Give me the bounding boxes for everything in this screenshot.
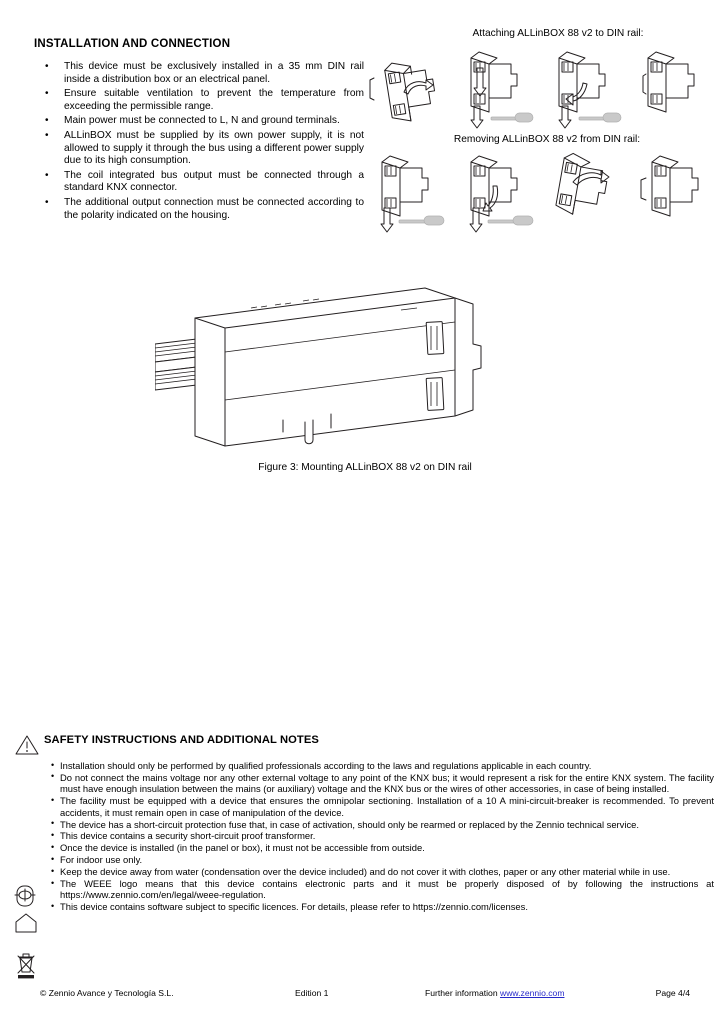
list-item [14, 842, 714, 853]
device-illustration [643, 52, 694, 112]
remove-step-4 [632, 150, 718, 236]
list-item-text: Once the device is installed (in the panel or box), it must not be accessible from outside. [60, 842, 425, 854]
figure-block [120, 282, 610, 473]
device-illustration [559, 52, 605, 112]
list-item [34, 197, 364, 222]
attaching-caption: Attaching ALLinBOX 88 v2 to DIN rail: [472, 28, 644, 39]
footer-copyright: © Zennio Avance y Tecnología S.L. [40, 988, 174, 998]
list-item-text: The additional output connection must be connected according to the polarity indicated on the housing. [64, 196, 364, 221]
figure-caption: Figure 3: Mounting ALLinBOX 88 v2 on DIN rail [258, 462, 472, 473]
bullet-glyph: • [45, 115, 49, 127]
list-item-text: Keep the device away from water (condensation over the device included) and do not cover it with clothes, paper or any other material while in use. [60, 866, 671, 878]
curved-arrow-icon [573, 171, 609, 185]
list-item [34, 130, 364, 168]
list-item-text: Ensure suitable ventilation to prevent the temperature from exceeding the permissible range. [64, 88, 364, 112]
list-item-text: The coil integrated bus output must be connected through a standard KNX connector. [64, 169, 364, 194]
list-item [34, 115, 364, 128]
list-item-text: The WEEE logo means that this device contains electronic parts and it must be properly disposed of by following the instructions at https://www.zennio.com/en/legal/weee-regulation. [60, 878, 714, 901]
bullet-glyph: • [45, 169, 49, 181]
safety-section [14, 733, 714, 913]
list-item-text: This device contains a security short-circuit proof transformer. [60, 830, 316, 842]
bullet-glyph: • [45, 88, 49, 100]
list-item [14, 878, 714, 901]
page-footer [40, 988, 690, 998]
installation-heading: INSTALLATION AND CONNECTION [34, 38, 231, 50]
attach-step-4 [632, 44, 718, 130]
remove-step-2 [455, 150, 541, 236]
indoor-use-house-icon [14, 912, 40, 934]
removing-diagram-block [366, 134, 718, 236]
list-item [14, 901, 714, 912]
bullet-glyph: • [45, 196, 49, 208]
screwdriver-icon [488, 216, 533, 225]
list-item-text: The device has a short-circuit protection fuse that, in case of activation, should only be rearmed or replaced by the Zennio technical service. [60, 818, 639, 830]
weee-crossed-bin-icon [14, 952, 40, 980]
device-housing [195, 288, 481, 446]
list-item-text: This device contains software subject to specific licences. For details, please refer to https://zennio.com/licenses. [60, 901, 528, 913]
list-item-text: Main power must be connected to L, N and ground terminals. [64, 115, 340, 127]
list-item [14, 795, 714, 818]
attaching-steps-row [366, 44, 718, 130]
footer-edition: Edition 1 [295, 988, 329, 998]
bullet-glyph: • [45, 129, 49, 141]
bullet-glyph: • [51, 818, 55, 829]
installation-bullet-list [34, 61, 364, 222]
screwdriver-icon [579, 113, 621, 122]
device-illustration [555, 152, 611, 219]
list-item-text: Do not connect the mains voltage nor any other external voltage to any point of the KNX bus; it would represent a risk for the entire KNX system. The facility must have enough insulation between the mains (or auxiliary) voltage and the KNX bus or the wires of other accessories, in case of being installed. [60, 771, 714, 795]
attach-step-1 [366, 44, 452, 130]
mounting-illustration [155, 282, 575, 452]
bullet-glyph: • [51, 865, 55, 876]
list-item [14, 772, 714, 795]
din-rail-bracket-icon [370, 78, 374, 100]
screwdriver-icon [491, 113, 533, 122]
list-item-text: ALLinBOX must be supplied by its own power supply, it is not allowed to supply it through the bus using a different power supply due to its high consumption. [64, 129, 364, 167]
device-illustration [384, 57, 439, 123]
attach-step-2 [455, 44, 541, 130]
bullet-glyph: • [51, 829, 55, 840]
removing-steps-row [366, 150, 718, 236]
screwdriver-icon [399, 216, 444, 225]
bullet-glyph: • [51, 841, 55, 852]
remove-step-3 [543, 150, 629, 236]
device-illustration [652, 156, 698, 216]
list-item-text: For indoor use only. [60, 854, 143, 866]
bullet-glyph: • [51, 771, 55, 782]
bullet-glyph: • [51, 759, 55, 770]
footer-further-information [425, 988, 620, 998]
footer-page-number: Page 4/4 [655, 988, 690, 998]
list-item-text: The facility must be equipped with a device that ensures the omnipolar sectioning. Installation of a 10 A mini-circuit-breaker is recommended. To prevent accidents, it must remain open in case of manipulation of the device. [60, 795, 714, 818]
device-illustration [382, 156, 428, 216]
list-item [14, 760, 714, 771]
attach-step-3 [543, 44, 629, 130]
bullet-glyph: • [51, 794, 55, 805]
installation-section [34, 38, 364, 224]
remove-step-1 [366, 150, 452, 236]
list-item [14, 854, 714, 865]
attaching-diagram-block [366, 28, 718, 130]
safety-heading: SAFETY INSTRUCTIONS AND ADDITIONAL NOTES [44, 734, 319, 746]
list-item-text: Installation should only be performed by qualified professionals according to the laws and regulations applicable in each country. [60, 760, 592, 771]
footer-website-link[interactable]: www.zennio.com [500, 988, 565, 998]
bullet-glyph: • [51, 853, 55, 864]
bullet-glyph: • [51, 877, 55, 888]
removing-caption: Removing ALLinBOX 88 v2 from DIN rail: [453, 134, 641, 145]
list-item [34, 61, 364, 86]
device-illustration [471, 52, 517, 112]
safety-header-row [14, 733, 714, 756]
list-item [14, 819, 714, 830]
footer-info-label: Further information [425, 988, 498, 998]
list-item [34, 88, 364, 113]
safety-bullet-list [14, 760, 714, 913]
bullet-glyph: • [45, 61, 49, 72]
warning-triangle-icon [14, 733, 44, 756]
list-item [14, 866, 714, 877]
list-item [14, 830, 714, 841]
din-rail-bracket-icon [641, 178, 646, 200]
list-item-text: This device must be exclusively installed in a 35 mm DIN rail inside a distribution box or an electrical panel. [64, 61, 364, 85]
list-item [34, 170, 364, 195]
bullet-glyph: • [51, 900, 55, 911]
